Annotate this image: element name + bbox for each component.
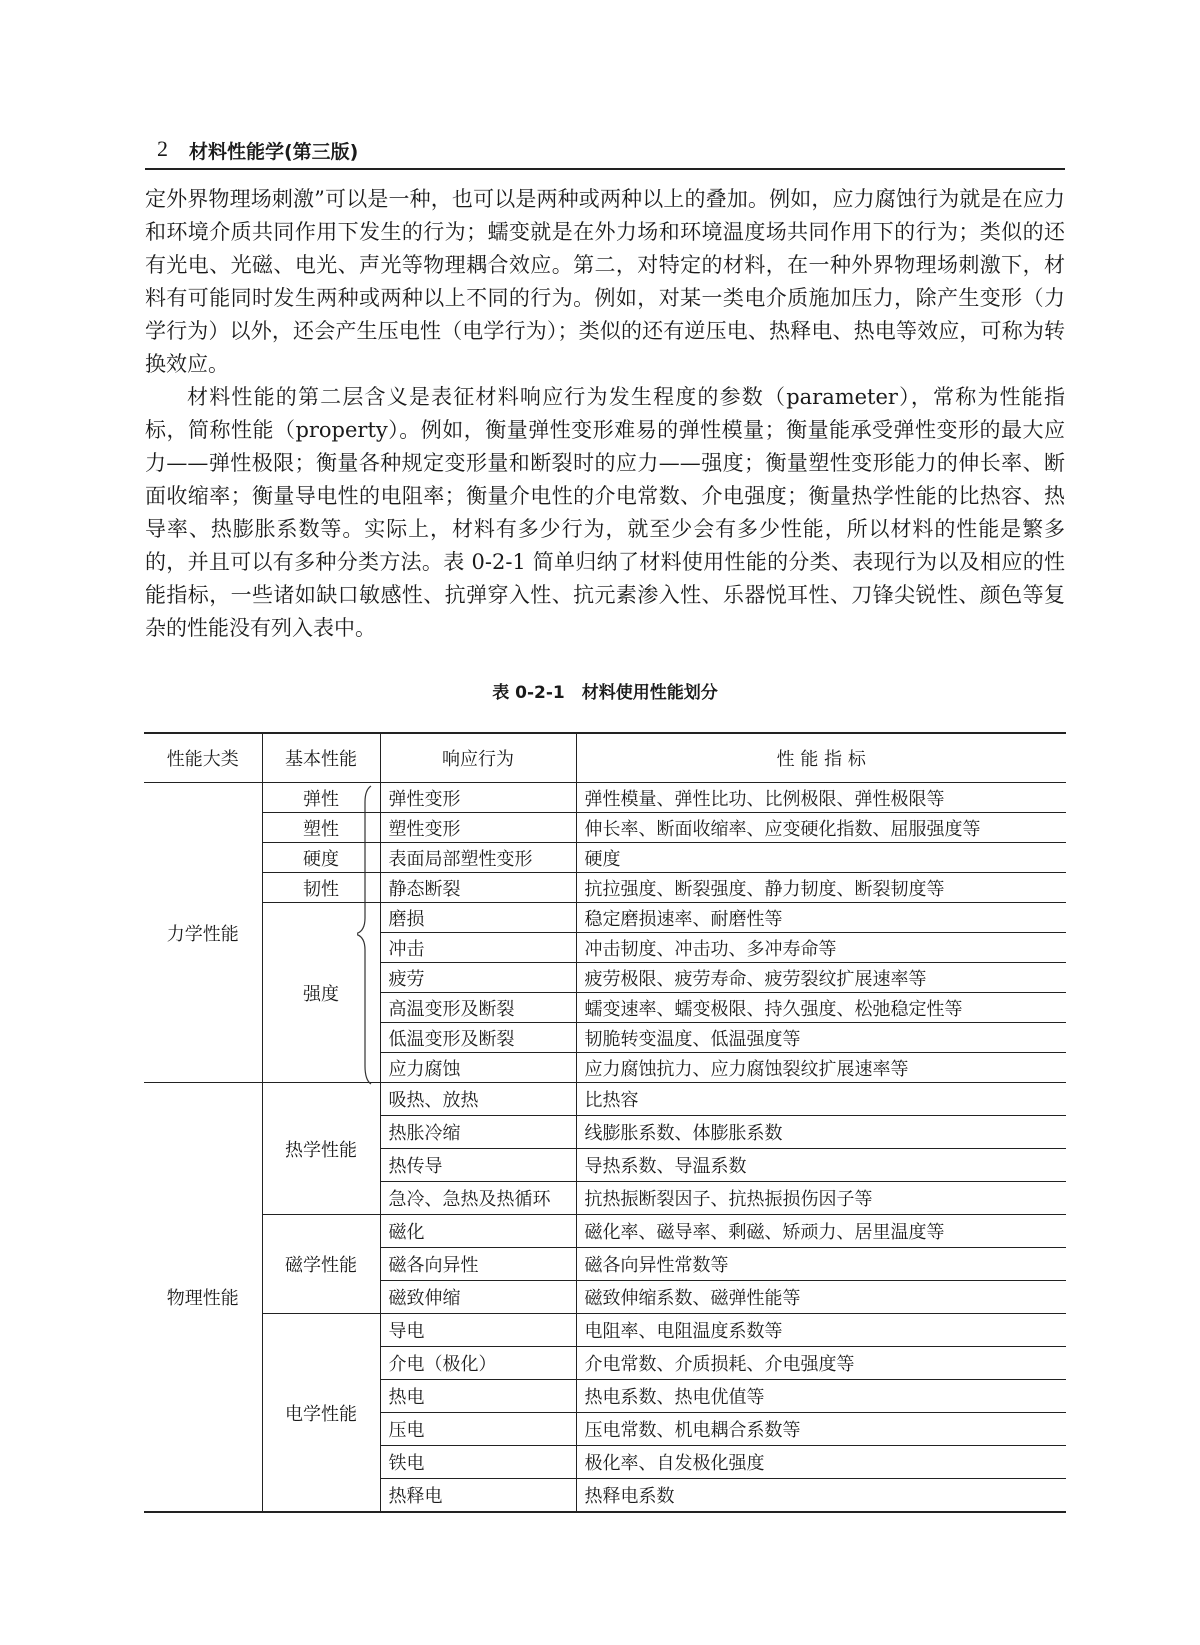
behavior-cell: 热传导 [380, 1149, 576, 1182]
behavior-cell: 高温变形及断裂 [380, 993, 576, 1023]
behavior-cell: 弹性变形 [380, 783, 576, 813]
index-cell: 韧脆转变温度、低温强度等 [576, 1023, 1066, 1053]
column-header: 响应行为 [380, 733, 576, 783]
index-cell: 弹性模量、弹性比功、比例极限、弹性极限等 [576, 783, 1066, 813]
table-caption: 表 0-2-1 材料使用性能划分 [492, 683, 718, 703]
behavior-cell: 急冷、急热及热循环 [380, 1182, 576, 1215]
behavior-cell: 铁电 [380, 1446, 576, 1479]
index-cell: 抗拉强度、断裂强度、静力韧度、断裂韧度等 [576, 873, 1066, 903]
index-cell: 应力腐蚀抗力、应力腐蚀裂纹扩展速率等 [576, 1053, 1066, 1083]
index-cell: 磁化率、磁导率、剩磁、矫顽力、居里温度等 [576, 1215, 1066, 1248]
column-header: 基本性能 [262, 733, 380, 783]
index-cell: 磁致伸缩系数、磁弹性能等 [576, 1281, 1066, 1314]
category-cell: 力学性能 [144, 783, 262, 1083]
behavior-cell: 吸热、放热 [380, 1083, 576, 1116]
index-cell: 线膨胀系数、体膨胀系数 [576, 1116, 1066, 1149]
index-cell: 压电常数、机电耦合系数等 [576, 1413, 1066, 1446]
behavior-cell: 热释电 [380, 1479, 576, 1513]
category-cell: 物理性能 [144, 1083, 262, 1513]
basic-property-cell: 硬度 [262, 843, 380, 873]
column-header: 性 能 指 标 [576, 733, 1066, 783]
index-cell: 伸长率、断面收缩率、应变硬化指数、屈服强度等 [576, 813, 1066, 843]
table-row [144, 813, 1066, 843]
index-cell: 抗热振断裂因子、抗热振损伤因子等 [576, 1182, 1066, 1215]
index-cell: 磁各向异性常数等 [576, 1248, 1066, 1281]
table-row [144, 843, 1066, 873]
index-cell: 蠕变速率、蠕变极限、持久强度、松弛稳定性等 [576, 993, 1066, 1023]
table-row [144, 1083, 1066, 1116]
index-cell: 疲劳极限、疲劳寿命、疲劳裂纹扩展速率等 [576, 963, 1066, 993]
book-title: 材料性能学(第三版) [189, 141, 359, 163]
behavior-cell: 疲劳 [380, 963, 576, 993]
table-row [144, 1314, 1066, 1347]
behavior-cell: 冲击 [380, 933, 576, 963]
behavior-cell: 压电 [380, 1413, 576, 1446]
table-row [144, 783, 1066, 813]
index-cell: 热释电系数 [576, 1479, 1066, 1513]
behavior-cell: 磁化 [380, 1215, 576, 1248]
behavior-cell: 磨损 [380, 903, 576, 933]
behavior-cell: 导电 [380, 1314, 576, 1347]
performance-table [144, 732, 1066, 1513]
page-number: 2 [157, 136, 168, 161]
table-row [144, 903, 1066, 933]
basic-property-cell: 韧性 [262, 873, 380, 903]
table-header-row [144, 733, 1066, 783]
paragraph: 材料性能的第二层含义是表征材料响应行为发生程度的参数（parameter），常称为性能指标，简称性能（property）。例如，衡量弹性变形难易的弹性模量；衡量能承受弹性变形的最大应力——弹性极限；衡量各种规定变形量和断裂时的应力——强度；衡量塑性变形能力的伸长率、断面收缩率；衡量导电性的电阻率；衡量介电性的介电常数、介电强度；衡量热学性能的比热容、热导率、热膨胀系数等。实际上，材料有多少行为，就至少会有多少性能，所以材料的性能是繁多的，并且可以有多种分类方法。表 0-2-1 简单归纳了材料使用性能的分类、表现行为以及相应的性能指标，一些诸如缺口敏感性、抗弹穿入性、抗元素渗入性、乐器悦耳性、刀锋尖锐性、颜色等复杂的性能没有列入表中。 [145, 385, 1065, 640]
behavior-cell: 应力腐蚀 [380, 1053, 576, 1083]
column-header: 性能大类 [144, 733, 262, 783]
basic-property-cell: 弹性 [262, 783, 380, 813]
index-cell: 硬度 [576, 843, 1066, 873]
behavior-cell: 热胀冷缩 [380, 1116, 576, 1149]
index-cell: 冲击韧度、冲击功、多冲寿命等 [576, 933, 1066, 963]
basic-property-cell: 热学性能 [262, 1083, 380, 1215]
index-cell: 介电常数、介质损耗、介电强度等 [576, 1347, 1066, 1380]
index-cell: 热电系数、热电优值等 [576, 1380, 1066, 1413]
basic-property-cell: 电学性能 [262, 1314, 380, 1513]
behavior-cell: 塑性变形 [380, 813, 576, 843]
index-cell: 电阻率、电阻温度系数等 [576, 1314, 1066, 1347]
index-cell: 导热系数、导温系数 [576, 1149, 1066, 1182]
behavior-cell: 静态断裂 [380, 873, 576, 903]
behavior-cell: 介电（极化） [380, 1347, 576, 1380]
page-header [145, 128, 1065, 170]
body-text [145, 183, 1065, 645]
behavior-cell: 低温变形及断裂 [380, 1023, 576, 1053]
behavior-cell: 热电 [380, 1380, 576, 1413]
table-row [144, 873, 1066, 903]
paragraph: 定外界物理场刺激”可以是一种，也可以是两种或两种以上的叠加。例如，应力腐蚀行为就是在应力和环境介质共同作用下发生的行为；蠕变就是在外力场和环境温度场共同作用下的行为；类似的还有光电、光磁、电光、声光等物理耦合效应。第二，对特定的材料，在一种外界物理场刺激下，材料有可能同时发生两种或两种以上不同的行为。例如，对某一类电介质施加压力，除产生变形（力学行为）以外，还会产生压电性（电学行为）；类似的还有逆压电、热释电、热电等效应，可称为转换效应。 [145, 187, 1065, 376]
index-cell: 稳定磨损速率、耐磨性等 [576, 903, 1066, 933]
basic-property-cell: 塑性 [262, 813, 380, 843]
index-cell: 比热容 [576, 1083, 1066, 1116]
behavior-cell: 磁致伸缩 [380, 1281, 576, 1314]
table-row [144, 1215, 1066, 1248]
index-cell: 极化率、自发极化强度 [576, 1446, 1066, 1479]
basic-property-cell: 磁学性能 [262, 1215, 380, 1314]
behavior-cell: 磁各向异性 [380, 1248, 576, 1281]
behavior-cell: 表面局部塑性变形 [380, 843, 576, 873]
basic-property-cell: 强度 [262, 903, 380, 1083]
